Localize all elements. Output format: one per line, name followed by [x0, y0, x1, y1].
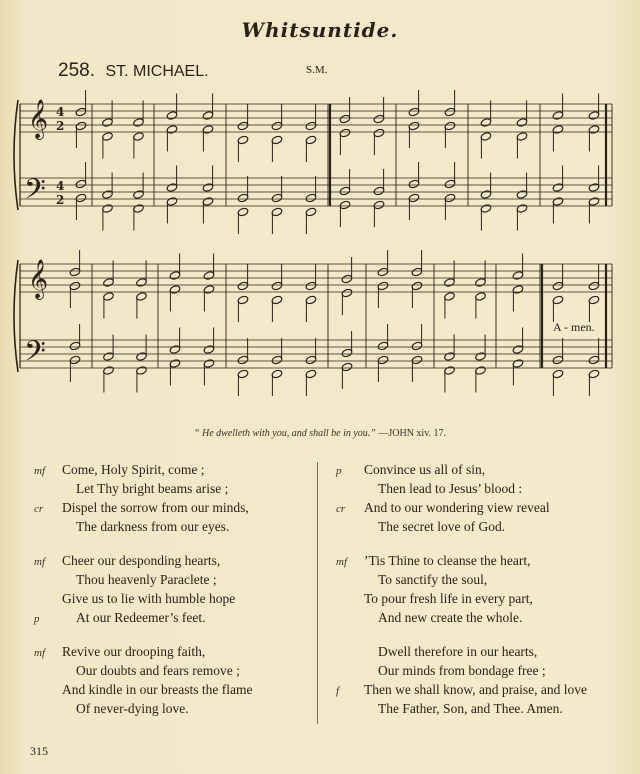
svg-text:𝄞: 𝄞: [28, 259, 49, 299]
verse-text: At our Redeemer’s feet.: [76, 610, 206, 625]
verse-line: [336, 517, 616, 536]
stanza: [336, 642, 616, 718]
dynamic-marking: mf: [34, 647, 45, 659]
verse-text: Dispel the sorrow from our minds,: [62, 500, 249, 515]
verse-text: Of never-dying love.: [76, 701, 189, 716]
verse-text: Then lead to Jesus’ blood :: [378, 481, 523, 496]
svg-text:𝄢: 𝄢: [24, 173, 46, 213]
dynamic-marking: mf: [34, 556, 45, 568]
svg-text:4: 4: [56, 179, 65, 193]
verse-line: [34, 642, 304, 661]
dynamic-marking: mf: [336, 556, 347, 568]
verse-text: To pour fresh life in every part,: [364, 591, 533, 606]
verse-line: [336, 699, 616, 718]
section-title: Whitsuntide.: [241, 18, 399, 42]
verse-line: [336, 460, 616, 479]
scripture-reference: —JOHN xiv. 17.: [378, 428, 447, 439]
svg-text:𝄢: 𝄢: [24, 335, 46, 375]
dynamic-marking: p: [34, 613, 40, 625]
hymn-tune-name: ST. MICHAEL.: [105, 63, 209, 80]
verse-line: [34, 460, 304, 479]
verse-line: [34, 498, 304, 517]
hymn-meter: S.M.: [306, 64, 328, 76]
verse-line: [336, 661, 616, 680]
column-divider: [317, 462, 318, 724]
verse-text: And new create the whole.: [378, 610, 523, 625]
verse-line: [336, 551, 616, 570]
verse-line: [336, 680, 616, 699]
verse-line: [336, 642, 616, 661]
scripture-text: “ He dwelleth with you, and shall be in you.”: [193, 428, 376, 439]
dynamic-marking: cr: [34, 503, 44, 515]
verse-text: Then we shall know, and praise, and love: [364, 682, 587, 697]
page-number: 315: [30, 744, 48, 758]
verse-line: [34, 680, 304, 699]
dynamic-marking: p: [336, 465, 342, 477]
dynamic-marking: mf: [34, 465, 45, 477]
verse-text: To sanctify the soul,: [378, 572, 488, 587]
verse-line: [34, 608, 304, 627]
verse-text: And to our wondering view reveal: [364, 500, 550, 515]
svg-text:2: 2: [56, 119, 65, 133]
verse-line: [34, 699, 304, 718]
stanza: [336, 460, 616, 536]
verse-text: Cheer our desponding hearts,: [62, 553, 221, 568]
stanza: [34, 551, 304, 627]
verse-text: Thou heavenly Paraclete ;: [76, 572, 217, 587]
verse-text: The secret love of God.: [378, 519, 506, 534]
svg-text:𝄞: 𝄞: [28, 99, 49, 139]
stanza: [336, 551, 616, 627]
verse-text: Come, Holy Spirit, come ;: [62, 462, 205, 477]
stanza: [34, 460, 304, 536]
verse-text: And kindle in our breasts the flame: [62, 682, 253, 697]
stanza: [34, 642, 304, 718]
scripture-quote: [0, 428, 640, 439]
verse-text: Revive our drooping faith,: [62, 644, 206, 659]
svg-text:2: 2: [56, 193, 65, 207]
verse-line: [336, 498, 616, 517]
verse-text: Our minds from bondage free ;: [378, 663, 546, 678]
verse-line: [34, 551, 304, 570]
verse-text: ’Tis Thine to cleanse the heart,: [364, 553, 531, 568]
hymn-number: 258.: [58, 60, 95, 81]
verse-text: Our doubts and fears remove ;: [76, 663, 240, 678]
verse-text: Convince us all of sin,: [364, 462, 486, 477]
verse-line: [34, 570, 304, 589]
verse-line: [336, 608, 616, 627]
amen-lyric: A - men.: [553, 320, 595, 334]
verse-line: [34, 661, 304, 680]
verses-left-column: [34, 460, 304, 733]
verse-text: The darkness from our eyes.: [76, 519, 230, 534]
verse-line: [34, 517, 304, 536]
verse-line: [34, 479, 304, 498]
verses-right-column: [336, 460, 616, 733]
verse-text: Let Thy bright beams arise ;: [76, 481, 229, 496]
verse-text: Dwell therefore in our hearts,: [378, 644, 538, 659]
verse-line: [34, 589, 304, 608]
dynamic-marking: f: [336, 685, 340, 697]
svg-text:4: 4: [56, 105, 65, 119]
verse-line: [336, 570, 616, 589]
verse-text: The Father, Son, and Thee. Amen.: [378, 701, 563, 716]
dynamic-marking: cr: [336, 503, 346, 515]
verse-text: Give us to lie with humble hope: [62, 591, 236, 606]
verse-line: [336, 589, 616, 608]
verse-line: [336, 479, 616, 498]
